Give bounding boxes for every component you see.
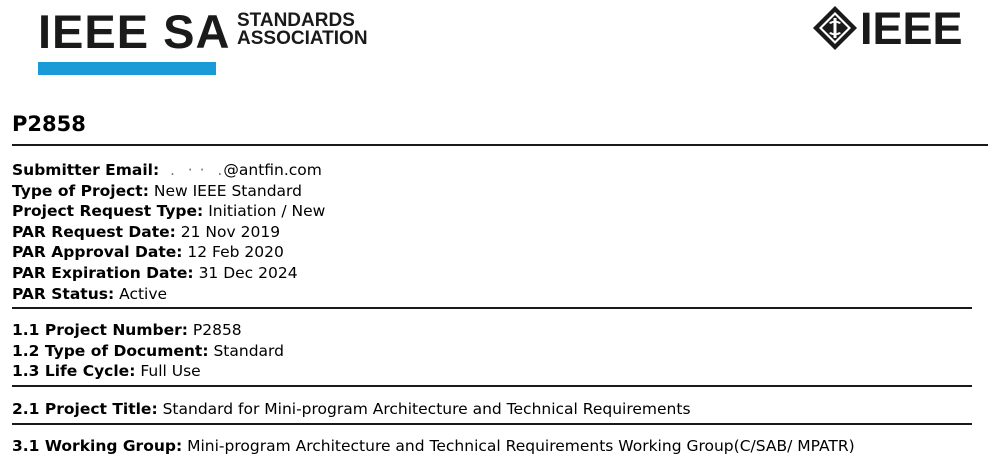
par-request-date-value: 21 Nov 2019: [180, 222, 281, 241]
life-cycle-value: Full Use: [140, 362, 201, 381]
submitter-email-label: Submitter Email:: [12, 161, 160, 179]
par-status-value: Active: [119, 284, 168, 303]
working-group-label: 3.1 Working Group:: [12, 437, 183, 455]
type-of-project-value: New IEEE Standard: [153, 181, 302, 200]
section-3: [12, 436, 892, 457]
project-title-row: [12, 399, 987, 420]
project-number-label: 1.1 Project Number:: [12, 321, 188, 339]
divider-section-1: [12, 307, 972, 309]
sa-line-standards: STANDARDS: [237, 10, 355, 31]
par-status-row: [12, 284, 987, 305]
ieee-sa-logo: [38, 5, 398, 80]
par-request-date-label: PAR Request Date:: [12, 222, 176, 241]
type-of-project-row: [12, 181, 987, 202]
type-of-project-label: Type of Project:: [12, 181, 149, 200]
ieee-wordmark: IEEE: [860, 3, 963, 54]
general-section: [12, 160, 987, 304]
par-status-label: PAR Status:: [12, 284, 115, 303]
par-approval-date-value: 12 Feb 2020: [187, 243, 284, 262]
working-group-row: [12, 436, 892, 457]
par-expiration-date-value: 31 Dec 2024: [198, 263, 298, 282]
ieee-logo: [812, 3, 972, 53]
sa-line-association: ASSOCIATION: [237, 28, 368, 49]
divider-section-2: [12, 385, 972, 387]
ieee-diamond-icon: [812, 5, 858, 51]
project-title-value: Standard for Mini-program Architecture and Technical Requirements: [162, 400, 691, 418]
par-request-date-row: [12, 222, 987, 243]
project-request-type-label: Project Request Type:: [12, 202, 204, 221]
project-number-row: [12, 320, 987, 341]
par-expiration-date-row: [12, 263, 987, 284]
type-of-document-value: Standard: [213, 341, 284, 360]
life-cycle-label: 1.3 Life Cycle:: [12, 362, 136, 381]
divider-title: [12, 144, 988, 146]
life-cycle-row: [12, 361, 987, 382]
working-group-value: Mini-program Architecture and Technical Requirements Working Group(C/SAB/ MPATR): [187, 437, 855, 455]
par-expiration-date-label: PAR Expiration Date:: [12, 263, 194, 282]
par-approval-date-row: [12, 242, 987, 263]
project-request-type-row: [12, 201, 987, 222]
standards-association-text: [237, 12, 368, 48]
par-title: P2858: [12, 112, 86, 136]
divider-section-3: [12, 423, 972, 425]
section-2: [12, 399, 987, 420]
type-of-document-row: [12, 341, 987, 362]
type-of-document-label: 1.2 Type of Document:: [12, 341, 209, 360]
project-number-value: P2858: [192, 321, 242, 339]
submitter-email-row: [12, 160, 987, 181]
project-request-type-value: Initiation / New: [208, 202, 326, 221]
submitter-email-redacted: . · · .: [164, 161, 224, 179]
par-approval-date-label: PAR Approval Date:: [12, 243, 183, 262]
submitter-email-value: @antfin.com: [223, 161, 322, 179]
project-title-label: 2.1 Project Title:: [12, 400, 158, 418]
ieee-sa-wordmark: IEEE SA: [38, 5, 231, 58]
sa-accent-bar: [38, 62, 216, 75]
section-1: [12, 320, 987, 382]
